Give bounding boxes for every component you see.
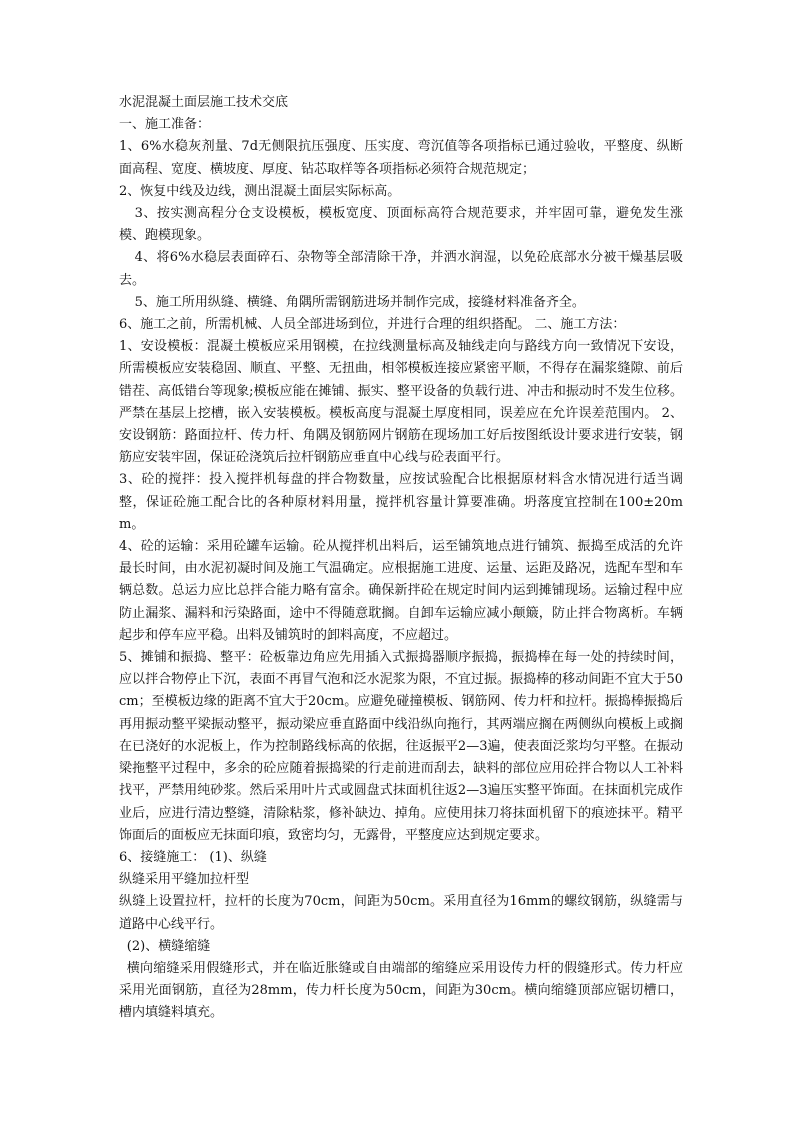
paragraph: 4、将6%水稳层表面碎石、杂物等全部清除干净，并洒水润湿，以免砼底部水分被干燥基层吸去。 — [119, 250, 683, 288]
paragraph: 4、砼的运输：采用砼罐车运输。砼从搅拌机出料后，运至铺筑地点进行铺筑、振捣至成活的允许最长时间，由水泥初凝时间及施工气温确定。应根据施工进度、运量、运距及路况，选配车型和车辆总数。总运力应比总拌合能力略有富余。确保新拌砼在规定时间内运到摊铺现场。运输过程中应防止漏浆、漏料和污染路面，途中不得随意耽搁。自卸车运输应减小颠簸，防止拌合物离析。车辆起步和停车应平稳。出料及铺筑时的卸料高度，不应超过。 — [119, 539, 683, 643]
paragraph: 纵缝采用平缝加拉杆型 — [119, 872, 250, 888]
paragraph: 6、接缝施工： (1)、纵缝 — [119, 849, 267, 865]
paragraph: 1、安设模板：混凝土模板应采用钢模，在拉线测量标高及轴线走向与路线方向一致情况下安设，所需模板应安装稳固、顺直、平整、无扭曲，相邻模板连接应紧密平顺，不得存在漏浆缝隙、前后错茬、高低错台等现象;模板应能在摊铺、振实、整平设备的负载行进、冲击和振动时不发生位移。严禁在基层上挖槽，嵌入安装模板。模板高度与混凝土厚度相同，误差应在允许误差范围内。 2、安设钢筋：路面拉杆、传力杆、角隅及钢筋网片钢筋在现场加工好后按图纸设计要求进行安装，钢筋应安装牢固，保证砼浇筑后拉杆钢筋应垂直中心线与砼表面平行。 — [119, 339, 683, 466]
document-title: 水泥混凝土面层施工技术交底 — [119, 95, 289, 110]
document-page — [119, 92, 683, 1025]
paragraph: 6、施工之前，所需机械、人员全部进场到位，并进行合理的组织搭配。 二、施工方法： — [119, 317, 626, 333]
paragraph: 纵缝上设置拉杆，拉杆的长度为70cm，间距为50cm。采用直径为16mm的螺纹钢筋，纵缝需与道路中心线平行。 — [119, 894, 683, 932]
document-body — [119, 114, 683, 1024]
paragraph: 3、按实测高程分仓支设模板，模板宽度、顶面标高符合规范要求，并牢固可靠，避免发生涨模、跑模现象。 — [119, 206, 683, 244]
paragraph: (2)、横缝缩缝 — [126, 938, 211, 954]
paragraph: 一、施工准备： — [119, 117, 211, 133]
paragraph: 横向缩缝采用假缝形式，并在临近胀缝或自由端部的缩缝应采用设传力杆的假缝形式。传力杆应采用光面钢筋，直径为28mm，传力杆长度为50cm，间距为30cm。横向缩缝顶部应锯切槽口，槽内填缝料填充。 — [119, 960, 683, 1021]
paragraph: 5、施工所用纵缝、横缝、角隅所需钢筋进场并制作完成，接缝材料准备齐全。 — [134, 294, 585, 310]
paragraph: 2、恢复中线及边线，测出混凝土面层实际标高。 — [119, 183, 401, 199]
paragraph: 3、砼的搅拌：投入搅拌机每盘的拌合物数量，应按试验配合比根据原材料含水情况进行适当调整，保证砼施工配合比的各种原材料用量，搅拌机容量计算要准确。坍落度宜控制在100±20mm。 — [119, 472, 683, 532]
paragraph: 5、摊铺和振捣、整平：砼板靠边角应先用插入式振捣器顺序振捣，振捣棒在每一处的持续时间，应以拌合物停止下沉，表面不再冒气泡和泛水泥浆为限，不宜过振。振捣棒的移动间距不宜大于50cm；至模板边缘的距离不宜大于20cm。应避免碰撞模板、钢筋网、传力杆和拉杆。振捣棒振捣后再用振动整平梁振动整平，振动梁应垂直路面中线沿纵向拖行，其两端应搁在两侧纵向模板上或搁在已浇好的水泥板上，作为控制路线标高的依据，往返振平2—3遍，使表面泛浆均匀平整。在振动梁拖整平过程中，多余的砼应随着振捣梁的行走前进而刮去，缺料的部位应用砼拌合物以人工补料找平，严禁用纯砂浆。然后采用叶片式或圆盘式抹面机往返2—3遍压实整平饰面。在抹面机完成作业后，应进行清边整缝，清除粘浆，修补缺边、掉角。应使用抹刀将抹面机留下的痕迹抹平。精平饰面后的面板应无抹面印痕，致密均匀，无露骨，平整度应达到规定要求。 — [119, 650, 683, 843]
paragraph: 1、6%水稳灰剂量、7d无侧限抗压强度、压实度、弯沉值等各项指标已通过验收，平整度、纵断面高程、宽度、横坡度、厚度、钻芯取样等各项指标必须符合规范规定； — [119, 139, 683, 177]
